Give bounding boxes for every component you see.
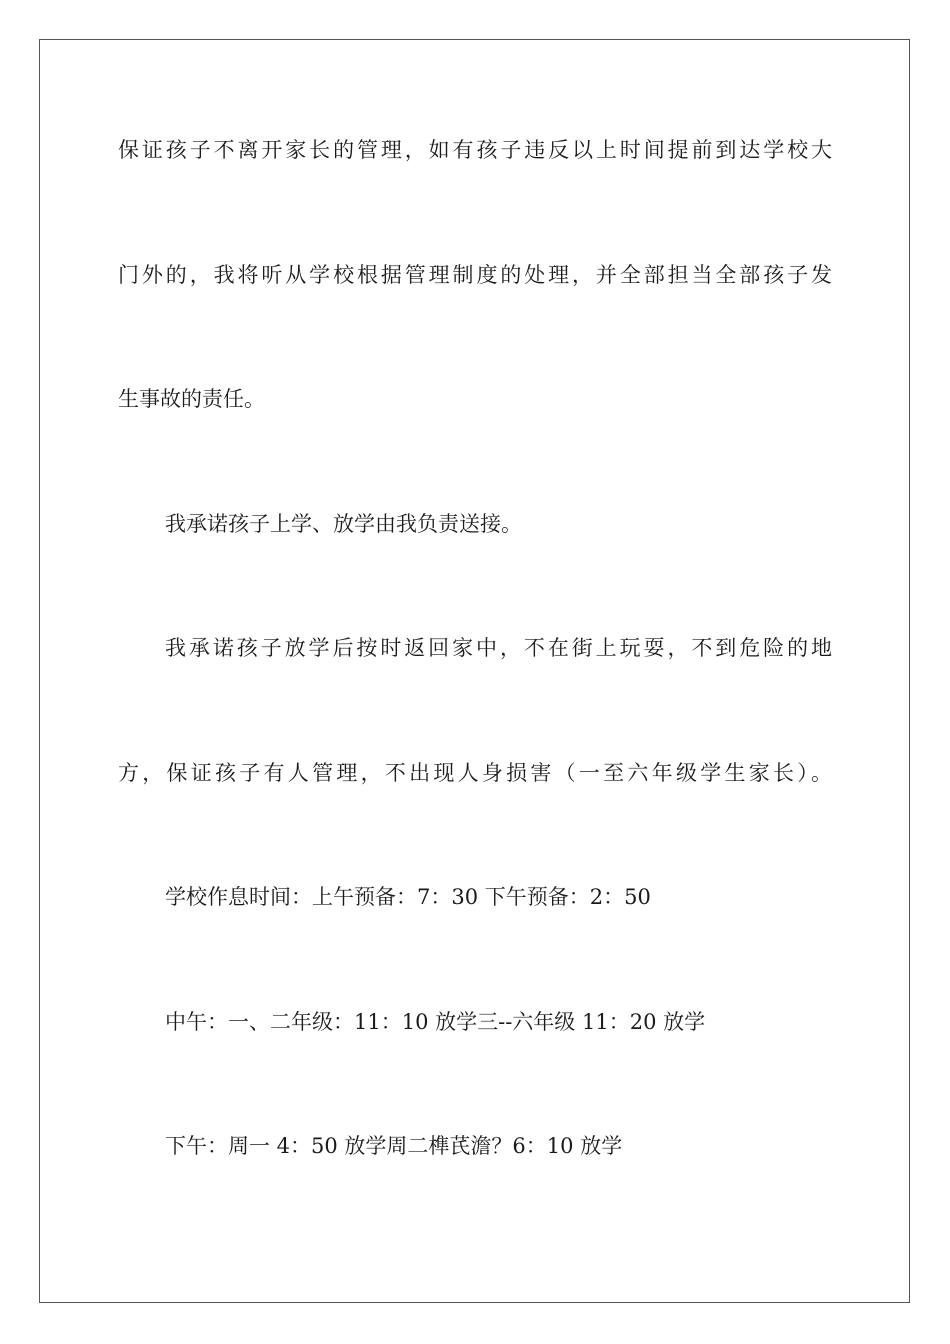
schedule-noon-line: 中午：一、二年级：11：10 放学三--六年级 11：20 放学 [165, 1010, 706, 1034]
paragraph-3-line-2: 方，保证孩子有人管理，不出现人身损害（一至六年级学生家长）。 [118, 761, 832, 785]
paragraph-2-line-1: 我承诺孩子上学、放学由我负责送接。 [165, 512, 522, 536]
schedule-afternoon-line: 下午：周一 4：50 放学周二榫芪澹？6：10 放学 [165, 1134, 623, 1158]
paragraph-1-line-2: 门外的，我将听从学校根据管理制度的处理，并全部担当全部孩子发 [118, 263, 832, 287]
page-frame [39, 39, 910, 1303]
paragraph-3-line-1: 我承诺孩子放学后按时返回家中，不在街上玩耍，不到危险的地 [165, 636, 832, 660]
paragraph-1-line-3: 生事故的责任。 [118, 387, 265, 411]
paragraph-1-line-1: 保证孩子不离开家长的管理，如有孩子违反以上时间提前到达学校大 [118, 138, 832, 162]
schedule-morning-line: 学校作息时间：上午预备：7：30 下午预备：2：50 [165, 885, 651, 909]
